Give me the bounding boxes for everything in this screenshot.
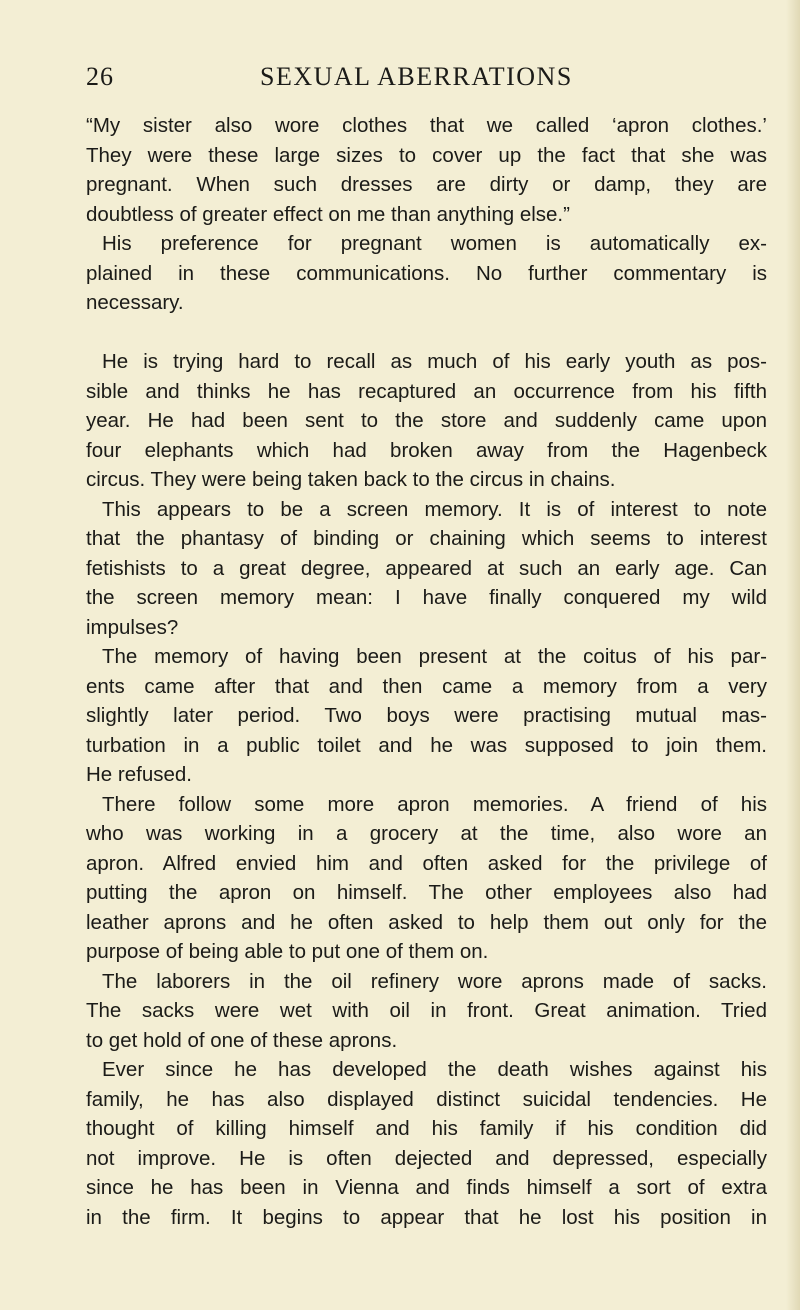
text-line: fetishists to a great degree, appeared at such an early age. Can bbox=[86, 556, 767, 580]
text-line: the screen memory mean: I have finally conquered my wild bbox=[86, 586, 767, 609]
section-gap bbox=[86, 318, 767, 348]
text-line: There follow some more apron memories. A friend of his bbox=[102, 792, 767, 816]
page-edge-shadow bbox=[786, 0, 800, 1310]
text-line: thought of killing himself and his family if his condition did bbox=[86, 1117, 767, 1140]
text-line: slightly later period. Two boys were practising mutual mas- bbox=[86, 704, 767, 727]
text-line: necessary. bbox=[86, 291, 184, 314]
text-line: The memory of having been present at the coitus of his par- bbox=[102, 645, 767, 668]
text-line: four elephants which had broken away from the Hagenbeck bbox=[86, 438, 767, 462]
text-line: purpose of being able to put one of them on. bbox=[86, 940, 489, 963]
text-line: apron. Alfred envied him and often asked for the privilege of bbox=[86, 851, 767, 875]
text-line: in the firm. It begins to appear that he lost his position in bbox=[86, 1205, 767, 1229]
text-line: family, he has also displayed distinct suicidal tendencies. He bbox=[86, 1087, 767, 1111]
text-line: He is trying hard to recall as much of his early youth as pos- bbox=[102, 350, 767, 373]
text-line: pregnant. When such dresses are dirty or damp, they are bbox=[86, 173, 767, 196]
text-line: doubtless of greater effect on me than anything else.” bbox=[86, 202, 570, 226]
text-line: turbation in a public toilet and he was supposed to join them. bbox=[86, 733, 767, 757]
text-line: since he has been in Vienna and finds himself a sort of extra bbox=[86, 1176, 767, 1199]
text-line: sible and thinks he has recaptured an occurrence from his fifth bbox=[86, 379, 767, 403]
text-line: Ever since he has developed the death wishes against his bbox=[102, 1058, 767, 1081]
text-line: circus. They were being taken back to the circus in chains. bbox=[86, 468, 616, 491]
running-header bbox=[86, 62, 766, 102]
text-line: ents came after that and then came a memory from a very bbox=[86, 674, 767, 698]
text-line: year. He had been sent to the store and suddenly came upon bbox=[86, 409, 767, 432]
text-line: leather aprons and he often asked to help them out only for the bbox=[86, 910, 767, 934]
text-line: “My sister also wore clothes that we called ‘apron clothes.’ bbox=[86, 114, 767, 137]
text-line: This appears to be a screen memory. It is of interest to note bbox=[102, 497, 767, 521]
text-line: plained in these communications. No further commentary is bbox=[86, 261, 767, 285]
text-line: The laborers in the oil refinery wore aprons made of sacks. bbox=[102, 969, 767, 993]
text-line: putting the apron on himself. The other employees also had bbox=[86, 881, 767, 904]
running-title: SEXUAL ABERRATIONS bbox=[260, 62, 573, 91]
text-line: not improve. He is often dejected and depressed, especially bbox=[86, 1146, 767, 1170]
text-line: to get hold of one of these aprons. bbox=[86, 1028, 398, 1052]
text-line: that the phantasy of binding or chaining which seems to interest bbox=[86, 527, 767, 550]
text-line: They were these large sizes to cover up the fact that she was bbox=[86, 143, 767, 167]
text-line: He refused. bbox=[86, 763, 192, 786]
text-line: who was working in a grocery at the time, also wore an bbox=[86, 822, 767, 845]
page-body bbox=[86, 111, 767, 1232]
text-line: His preference for pregnant women is automatically ex- bbox=[102, 232, 767, 255]
text-line: The sacks were wet with oil in front. Great animation. Tried bbox=[86, 999, 767, 1022]
text-line: impulses? bbox=[86, 615, 179, 639]
page-number: 26 bbox=[86, 62, 114, 91]
